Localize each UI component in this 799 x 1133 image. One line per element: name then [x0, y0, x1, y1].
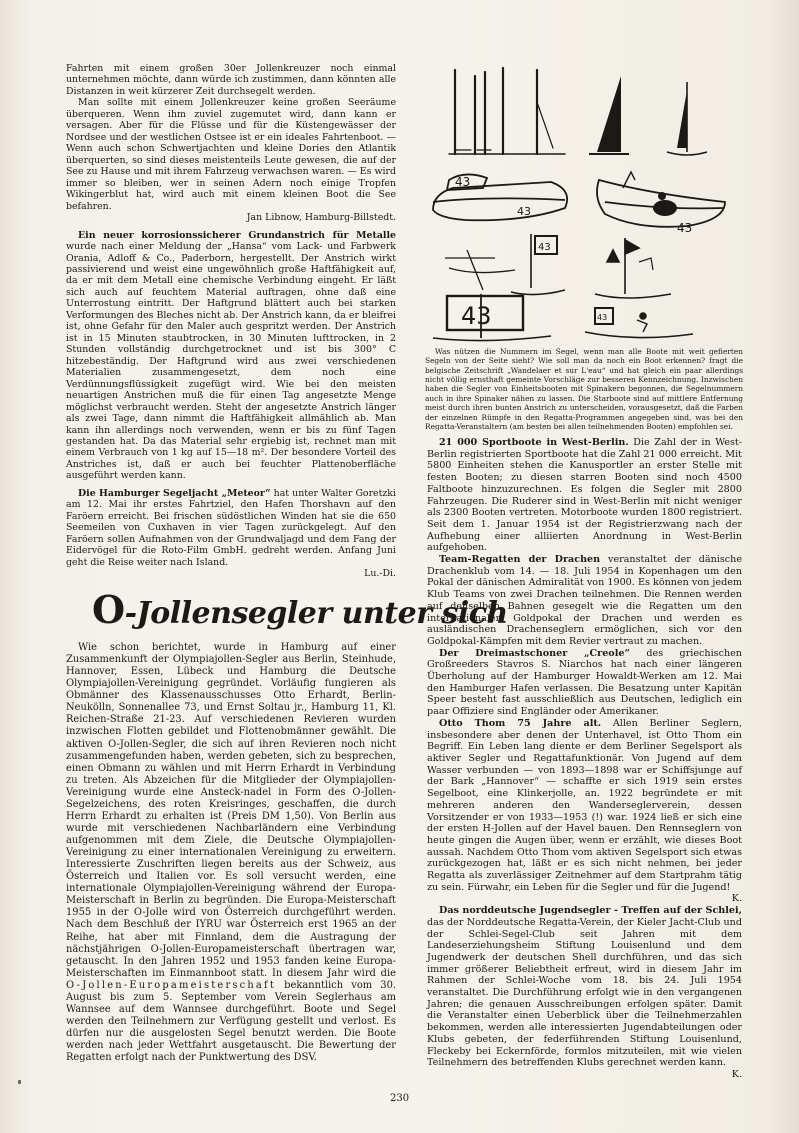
article-otto-thom — [427, 718, 742, 894]
sailboat-sketches-figure — [425, 62, 745, 344]
article-heading: Otto Thom 75 Jahre alt. — [439, 717, 602, 729]
article-text: des griechischen Großreeders Stavros S. Niarchos hat nach einer längeren Überholung auf der Hamburger Howaldt-Werken am 12. Mai den Hamburger Hafen verlassen. Die Besatzung unter Kapitän Speer besteht fast ausschließlich aus Deutschen, lediglich ein paar Offiziere sind Engländer oder Amerikaner. — [427, 647, 742, 718]
signature: K. — [731, 893, 742, 905]
article-heading: Das norddeutsche Jugendsegler - Treffen auf der Schlei, — [439, 905, 742, 917]
page-number: 230 — [390, 1093, 410, 1104]
article-emphasis: O-Jollen-Europameisterschaft — [66, 979, 277, 991]
article-sportboote — [427, 437, 742, 554]
left-column — [66, 63, 396, 580]
headline-text: -Jollensegler unter sich — [124, 596, 508, 631]
caption-text: Was nützen die Nummern im Segel, wenn man alle Boote mit weit gefierten Segeln von der Seite sieht? Wie soll man da noch ein Boot erkennen? fragt die belgische Zeitschrift „Wandelaer et sur L'eau“ und hat gleich ein paar allerdings nicht völlig ernsthaft gemeinte Vorschläge zur besseren Kennzeichnung. Inzwischen haben die Segler von Einheitsbooten mit Spinakern begonnen, die Segelnummern auch in ihre Spinaker nähen zu lassen. Die Starboote sind auf mittlere Entfernung meist durch ihren bunten Anstrich zu unterscheiden, vorausgesetzt, daß die Farben der einzelnen Rümpfe in den Regatta-Programmen angegeben sind, was bei den Regatta-Veranstaltern (am besten bei allen teilnehmenden Booten) empfohlen sei. — [425, 347, 743, 431]
sailboat-row-1 — [449, 68, 565, 154]
sailor-figure — [653, 200, 677, 216]
boat-hull-43-left — [433, 174, 567, 220]
sail-number: 43 — [597, 313, 608, 322]
article-heading: Der Dreimastschoner „Creole“ — [439, 647, 630, 659]
sailor-head — [658, 192, 666, 200]
paragraph: Man sollte mit einem Jollenkreuzer keine großen Seeräume überqueren. Wenn ihm zuviel zugemutet wird, dann kann er versagen. Aber für die Flüsse und für die Küstengewässer der Nordsee und der westlichen Ostsee ist er ein ideales Fahrtenboot. — Wenn auch schon Schwertjachten und kleine Dories den Atlantik überquerten, so sind dieses meistenteils Leute gewesen, die auf der See zu Hause und mit ihrem Fahrzeug verwachsen waren. — Es wird immer so bleiben, wer in seinen Adern noch einige Tropfen Wikingerblut hat, wird auch mit einem kleinen Boot die See befahren. — [66, 97, 396, 212]
article-text: Allen Berliner Seglern, insbesondere aber denen der Unterhavel, ist Otto Thom ein Begriff. Ein Leben lang diente er dem Berliner Segelsport als aktiver Segler und Regattafunktionär. Von Jugend auf dem Wasser verbunden — von 1893—1898 war er Schiffsjunge auf der Bark „Hannover“ — schaffte er sich 1919 sein erstes Segelboot, eine Klinkerjolle, an. 1922 begründete er mit mehreren anderen den Wanderseglerverein, dessen Vorsitzender er von 1933—1953 (!) war. 1924 ließ er sich eine der ersten H-Jollen auf der Havel bauen. Den Rennseglern von heute gingen die Augen über, wenn er erzählt, wie dieses Boot aussah. Nachdem Otto Thom vom aktiven Segelsport sich etwas zurückgezogen hat, läßt er es sich nicht nehmen, bei jeder Regatta als zuverlässiger Zeitnehmer auf dem Startprahm tätig zu sein. Fürwahr, ein Leben für die Segler und für die Jugend! — [427, 717, 742, 893]
article-text: wurde nach einer Meldung der „Hansa“ vom Lack- und Farbwerk Orania, Adloff & Co., Paderborn, hergestellt. Der Anstrich wirkt passivierend und weist eine ungewöhnlich große Haftfähigkeit auf, da er mit dem Metall eine chemische Verbindung eingeht. Er läßt sich auch auf feuchtem Material auftragen, ohne daß eine Unterrostung eintritt. Der Haftgrund blättert auch bei starken Verformungen des Bleches nicht ab. Der Anstrich kann, da er bleifrei ist, ohne Gefahr für den Maler auch gespritzt werden. Der Anstrich ist in 15 Minuten staubtrocken, in 30 Minuten lufttrocken, in 2 Stunden vollständig durchgetrocknet und ist bis 300° C hitzebeständig. Der Haftgrund wird aus zwei verschiedenen Materialien zusammengesetzt, dem noch eine Verdünnungsflüssigkeit zugefügt wird. Wie bei den meisten neuartigen Anstrichen muß die für einen Tag angesetzte Menge möglichst verbraucht werden. Steht der angesetzte Anstrich länger als zwei Tage, dann nimmt die Haftfähigkeit allmählich ab. Man kann ihn allerdings noch verwenden, wenn er bis zu fünf Tagen gestanden hat. Da das Material sehr ergiebig ist, rechnet man mit einem Verbrauch von 1 kg auf 15—18 m². Der besondere Vorteil des Anstriches ist, daß er auch bei feuchter Plattenoberfläche ausgeführt werden kann. — [66, 241, 396, 482]
boat-big-number — [433, 294, 551, 341]
article-drachen — [427, 554, 742, 648]
headline — [92, 587, 508, 636]
sailboat-small — [667, 82, 707, 155]
sail-number: 43 — [538, 242, 551, 253]
sailboat-black-sail — [589, 76, 629, 154]
article-meteor — [66, 488, 396, 568]
article-jugendsegler — [427, 905, 742, 1069]
article-text: Die Zahl der in West-Berlin registrierten Sportboote hat die Zahl 21 000 erreicht. Mit 5800 Einheiten stehen die Kanusportler an erster Stelle mit festen Booten; zu diesen starren Booten sind noch 4500 Faltboote hinzuzurechnen. Es folgen die Segler mit 2800 Fahrzeugen. Die Ruderer sind in West-Berlin mit nicht weniger als 2300 Booten vertreten. Motorboote wurden 1800 registriert. Seit dem 1. Januar 1954 ist der Registrierzwang nach der Aufhebung einer alliierten Anordnung in West-Berlin aufgehoben. — [427, 437, 743, 554]
article-text: veranstaltet der dänische Drachenklub vom 14. — 18. Juli 1954 in Kopenhagen um den Pokal der dänischen Admiralität von 1900. Es können von jedem Klub Teams von zwei Drachen teilnehmen. Die Rennen werden auf denselben Bahnen gesegelt wie die Regatten um den internationalen Goldpokal der Drachen und werden es ausländischen Drachenseglern ermöglichen, sich vor den Goldpokal-Kämpfen mit dem Revier vertraut zu machen. — [427, 554, 742, 647]
signature: Jan Libnow, Hamburg-Billstedt. — [246, 212, 396, 224]
sail-number-large: 43 — [461, 302, 492, 330]
figure-caption — [425, 347, 743, 431]
article-heading: Die Hamburger Segeljacht „Meteor“ — [78, 487, 271, 499]
signature: Lu.-Di. — [364, 568, 396, 580]
right-column — [427, 437, 742, 1081]
article-text: das der Norddeutsche Regatta-Verein, der Kieler Jacht-Club und der Schlei-Segel-Club seit Jahren mit dem Landeserziehungsheim Stiftung Louisenlund und dem Jugendwerk der deutschen Shell durchführen, und das sich immer größerer Beliebtheit erfreut, wird in diesem Jahr im Rahmen der Schlei-Woche vom 18. bis 24. Juli 1954 veranstaltet. Die Durchführung erfolgt wie in den vergangenen Jahren; die genauen Ausschreibungen erfolgen später. Damit die Veranstalter einen Ueberblick über die Teilnehmerzahlen bekommen, werden alle interessierten Jugendabteilungen oder Klubs gebeten, der federführenden Stiftung Louisenlund, Fleckeby bei Eckernförde, formlos mitzuteilen, mit wie vielen Teilnehmern des betreffenden Klubs gerechnet werden kann. — [427, 916, 742, 1069]
sail-number: 43 — [455, 175, 471, 189]
paper-mark — [18, 1080, 21, 1084]
article-heading: 21 000 Sportboote in West-Berlin. — [439, 437, 629, 448]
article-text: bekanntlich vom 30. August bis zum 5. September vom Verein Seglerhaus am Wannsee auf dem Wannsee durchgeführt. Boote und Segel werden den Teilnehmern zur Verfügung gestellt und verlost. Es dürfen nur die ausgelosten Segel benutzt werden. Die Boote werden nach jeder Wettfahrt ausgetauscht. Die Bewertung der Regatten erfolgt nach der Punktwertung des DSV. — [66, 979, 396, 1064]
paragraph — [66, 642, 396, 1064]
article-text: Wie schon berichtet, wurde in Hamburg auf einer Zusammenkunft der Olympiajollen-Segler aus Berlin, Steinhude, Hannover, Essen, Lübeck und Hamburg die Deutsche Olympiajollen-Vereinigung gegründet. Vorläufig fungieren als Obmänner des Klassenausschusses Otto Erhardt, Berlin-Neukölln, Sonnenallee 73, und Ernst Soltau jr., Hamburg 11, Kl. Reichen-Straße 21-23. Auf verschiedenen Revieren wurden inzwischen Flotten gebildet und Flottenobmänner gewählt. Die aktiven O-Jollen-Segler, die sich auf ihren Revieren noch nicht zusammengefunden haben, werden gebeten, sich zu besprechen, einen Obmann zu wählen und mit Herrn Erhardt in Verbindung zu treten. Als Abzeichen für die Mitglieder der Olympiajollen-Vereinigung wurde eine Ansteck-nadel in Form des O-Jollen-Segelzeichens, des roten Kreisringes, geschaffen, die durch Herrn Erhardt zu erhalten ist (Preis DM 1,50). Von Berlin aus wurde mit verschiedenen Nachbarländern eine Verbindung aufgenommen mit dem Ziele, die Deutsche Olympiajollen-Vereinigung zu einer internationalen Vereinigung zu erweitern. Interessierte Zuschriften liegen bereits aus der Schweiz, aus Österreich und Italien vor. Es soll versucht werden, eine internationale Olympiajollen-Vereinigung während der Europa-Meisterschaft in Berlin zu begründen. Die Europa-Meisterschaft 1955 in der O-Jolle wird von Österreich durchgeführt werden. Nach dem Beschluß der IYRU war Österreich erst 1965 an der Reihe, hat aber mit Finnland, dem die Austragung der nächstjährigen O-Jollen-Europameisterschaft übertragen war, getauscht. In den Jahren 1952 und 1953 fanden keine Europa-Meisterschaften im Einmannboot statt. In diesem Jahr wird die — [66, 642, 396, 979]
sail-number: 43 — [517, 205, 531, 218]
article-text: hat unter Walter Goretzki am 12. Mai ihr erstes Fahrtziel, den Hafen Thorshavn auf den Faröern erreicht. Bei frischen südöstlichen Winden hat sie die 650 Seemeilen von Cuxhaven in vier Tagen zurückgelegt. Auf den Faröern sollen Aufnahmen von der Grundwaljagd und dem Fang der Eidervögel für die Roto-Film GmbH. gedreht werden. Anfang Juni geht die Reise weiter nach Island. — [66, 487, 396, 568]
article-anstrich — [66, 230, 396, 482]
main-article — [66, 642, 396, 1064]
article-heading: Team-Regatten der Drachen — [439, 554, 601, 566]
boat-with-pennants — [595, 238, 671, 298]
headline-initial: O — [92, 587, 125, 632]
paragraph: Fahrten mit einem großen 30er Jollenkreuzer noch einmal unternehmen möchte, dann würde ich zustimmen, dann könnten alle Distanzen in weit kürzerer Zeit durchsegelt werden. — [66, 63, 396, 97]
signature: K. — [731, 1068, 742, 1080]
article-heading: Ein neuer korrosionssicherer Grundanstrich für Metalle — [78, 229, 396, 241]
article-creole — [427, 648, 742, 718]
sail-number: 43 — [677, 221, 693, 235]
